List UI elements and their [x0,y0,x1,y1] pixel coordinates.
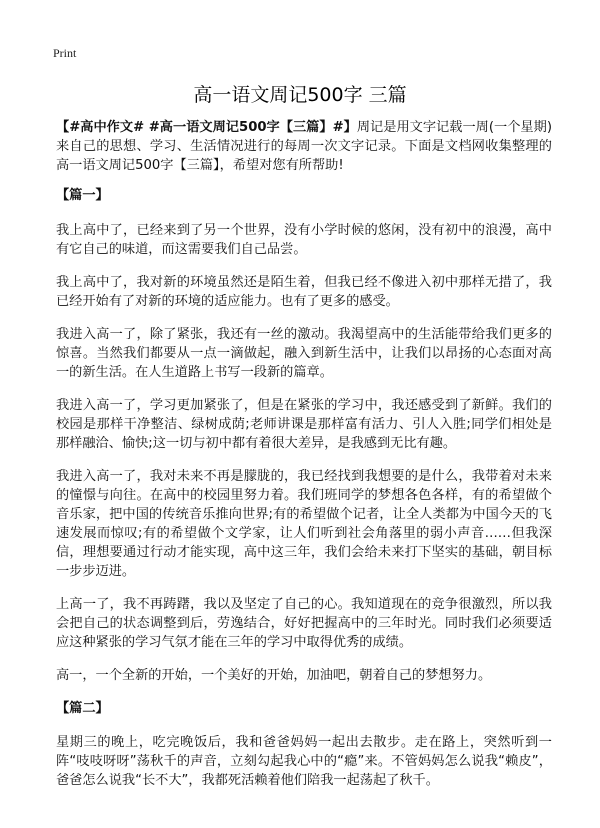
intro-text: 周记是用文字记载一周(一个星期)来自己的思想、学习、生活情况进行的每周一次文字记录。下面是文档网收集整理的高一语文周记500字【三篇】，希望对您有所帮助! [56,120,552,173]
section1-paragraph-3: 我进入高一了，除了紧张，我还有一丝的激动。我渴望高中的生活能带给我们更多的惊喜。当然我们都要从一点一滴做起，融入到新生活中，让我们以昂扬的心态面对高一的新生活。在人生道路上书写一段新的篇章。 [56,327,552,380]
intro-tags: 【#高中作文# #高一语文周记500字【三篇】#】 [56,120,357,135]
intro-paragraph [56,118,552,175]
print-label: Print [53,46,77,60]
section1-paragraph-4: 我进入高一了，学习更加紧张了，但是在紧张的学习中，我还感受到了新鲜。我们的校园是那样干净整洁、绿树成荫;老师讲课是那样富有活力、引人入胜;同学们相处是那样融洽、愉快;这一切与初中都有着很大差异，是我感到无比有趣。 [56,398,552,451]
section1-paragraph-5: 我进入高一了，我对未来不再是朦胧的，我已经找到我想要的是什么，我带着对未来的憧憬与向往。在高中的校园里努力着。我们班同学的梦想各色各样，有的希望做个音乐家，把中国的传统音乐推向世界;有的希望做个记者，让全人类都为中国今天的飞速发展而惊叹;有的希望做个文学家，让人们听到社会角落里的弱小声音……但我深信，理想要通过行动才能实现，高中这三年，我们会给未来打下坚实的基础，朝目标一步步迈进。 [56,469,552,579]
section2-heading: 【篇二】 [56,701,109,716]
section1-paragraph-6: 上高一了，我不再踌躇，我以及坚定了自己的心。我知道现在的竞争很激烈，所以我会把自己的状态调整到后，劳逸结合，好好把握高中的三年时光。同时我们必须要适应这种紧张的学习气氛才能在三年的学习中取得优秀的成绩。 [56,597,552,650]
section1-paragraph-7: 高一，一个全新的开始，一个美好的开始，加油吧，朝着自己的梦想努力。 [56,668,492,683]
document-body [56,118,552,804]
page-title: 高一语文周记500字 三篇 [193,84,407,106]
section1-heading: 【篇一】 [56,188,109,203]
section1-paragraph-1: 我上高中了，已经来到了另一个世界，没有小学时候的悠闲，没有初中的浪漫，高中有它自己的味道，而这需要我们自己品尝。 [56,223,552,257]
section2-paragraph-1: 星期三的晚上，吃完晚饭后，我和爸爸妈妈一起出去散步。走在路上，突然听到一阵“吱吱呀呀”荡秋千的声音，立刻勾起我心中的“瘾”来。不管妈妈怎么说我“赖皮”，爸爸怎么说我“长不大”，我都死活赖着他们陪我一起荡起了秋千。 [56,735,552,788]
section1-paragraph-2: 我上高中了，我对新的环境虽然还是陌生着，但我已经不像进入初中那样无措了，我已经开始有了对新的环境的适应能力。也有了更多的感受。 [56,275,552,309]
